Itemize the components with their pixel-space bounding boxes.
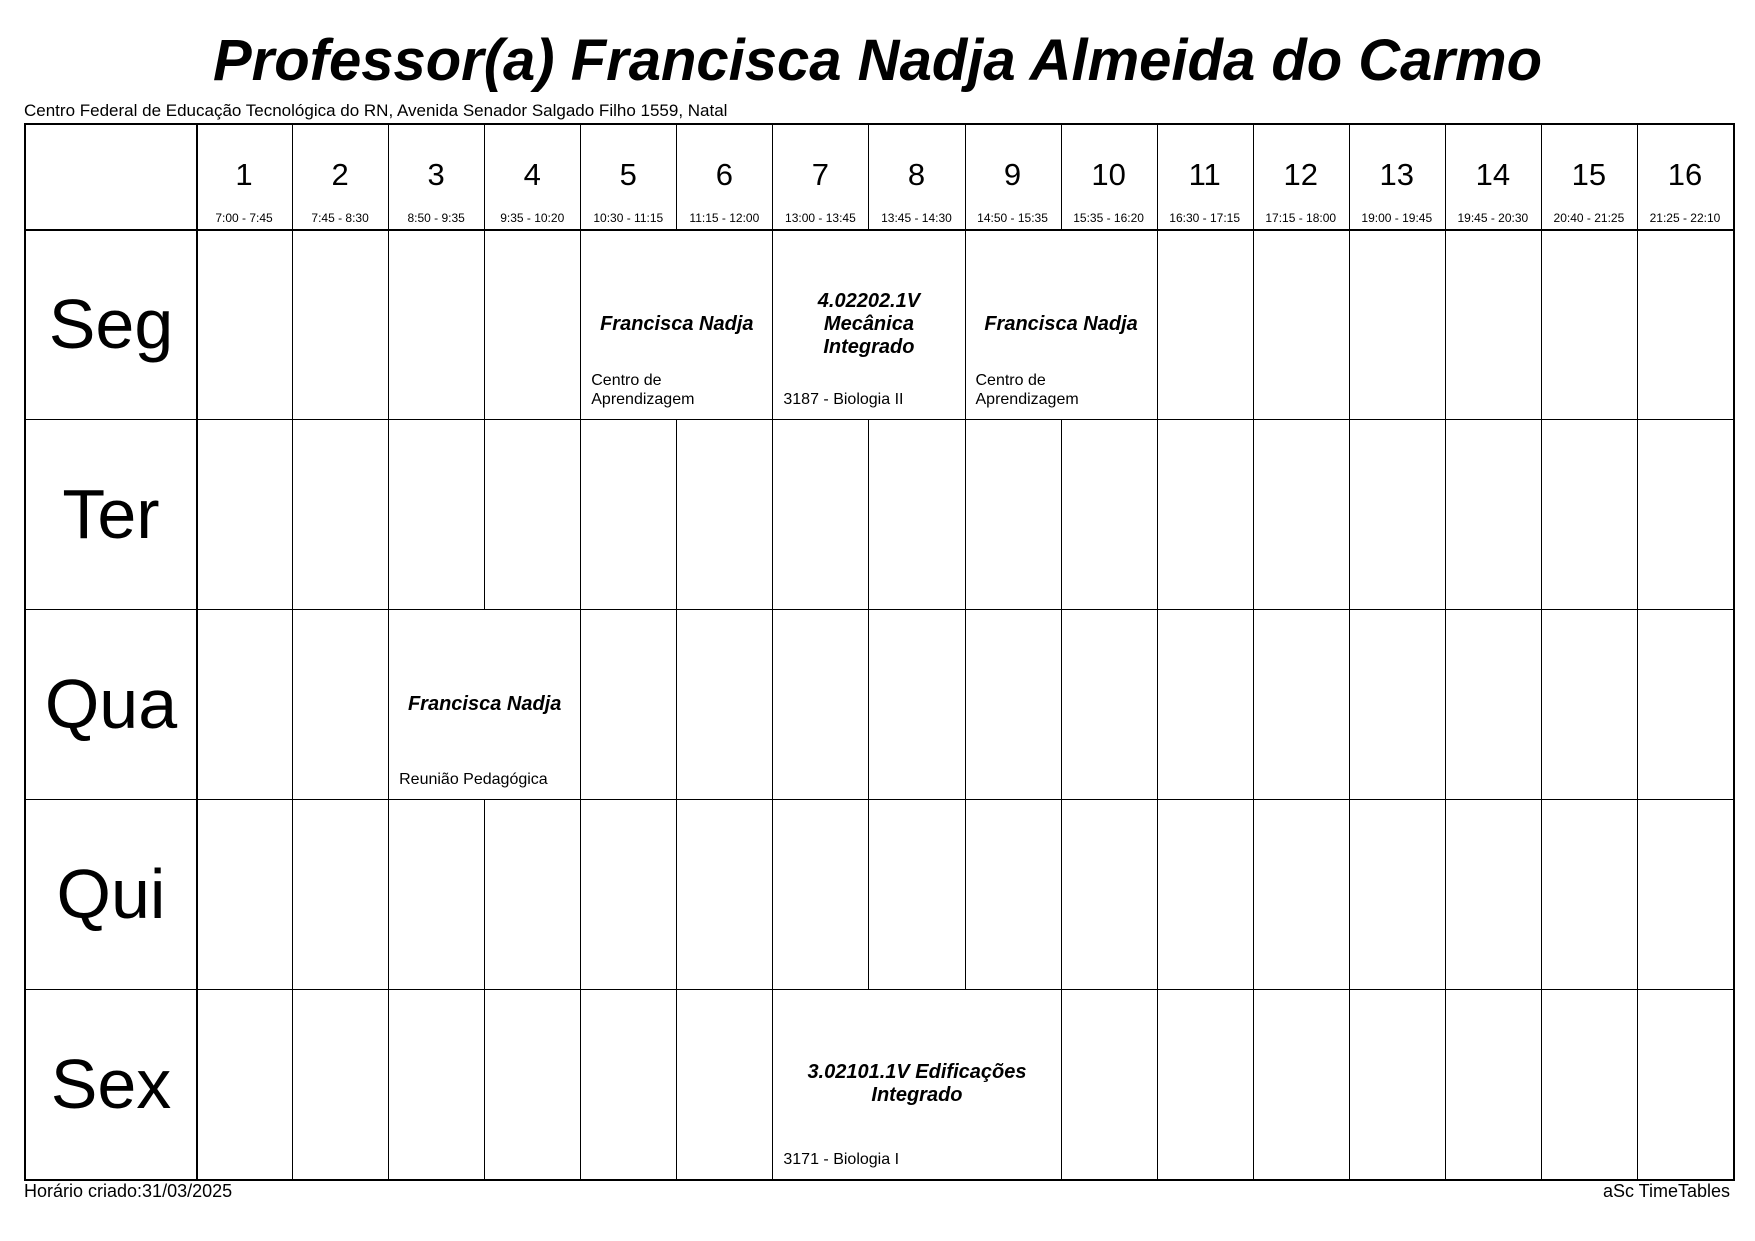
period-number: 2	[331, 157, 349, 192]
grid-line	[1541, 125, 1542, 1179]
grid-line	[196, 125, 198, 1179]
period-time: 8:50 - 9:35	[407, 211, 465, 225]
period-number: 5	[619, 157, 637, 192]
period-number: 8	[907, 157, 926, 192]
period-number: 3	[427, 157, 445, 192]
day-label-ter: Ter	[62, 475, 160, 553]
lesson-title: Francisca Nadja	[984, 313, 1138, 335]
day-label-sex: Sex	[50, 1045, 172, 1123]
period-time: 13:00 - 13:45	[785, 211, 856, 225]
lesson-title: 4.02202.1V Mecânica Integrado	[817, 290, 921, 358]
period-number: 7	[811, 157, 830, 192]
period-time: 10:30 - 11:15	[593, 211, 664, 225]
grid-line	[292, 125, 293, 1179]
period-time: 16:30 - 17:15	[1169, 211, 1241, 225]
period-time: 14:50 - 15:35	[977, 211, 1048, 225]
school-address: Centro Federal de Educação Tecnológica do RN, Avenida Senador Salgado Filho 1559, Natal	[24, 101, 728, 120]
period-number: 14	[1475, 157, 1511, 192]
lesson-card[interactable]	[966, 231, 1157, 419]
period-number: 1	[235, 157, 253, 192]
period-number: 6	[715, 157, 733, 192]
grid-line	[26, 609, 1733, 610]
period-time: 13:45 - 14:30	[881, 211, 952, 225]
grid-line	[1253, 125, 1254, 1179]
period-number: 10	[1091, 157, 1126, 192]
lesson-title: Francisca Nadja	[407, 692, 562, 715]
lesson-detail: 3187 - Biologia II	[783, 391, 904, 408]
lesson-title: 3.02101.1V Edificações Integrado	[807, 1061, 1027, 1106]
period-time: 21:25 - 22:10	[1649, 211, 1721, 225]
timetable-grid	[24, 123, 1735, 1181]
period-time: 19:00 - 19:45	[1361, 211, 1433, 225]
lesson-card[interactable]	[389, 610, 580, 799]
day-label-qua: Qua	[44, 665, 178, 743]
grid-line	[26, 419, 1733, 420]
period-number: 4	[523, 157, 541, 192]
period-time: 20:40 - 21:25	[1553, 211, 1625, 225]
period-time: 7:45 - 8:30	[311, 211, 369, 225]
grid-line	[1157, 125, 1158, 1179]
period-number: 9	[1003, 157, 1022, 192]
period-time: 7:00 - 7:45	[215, 211, 273, 225]
grid-line	[1637, 125, 1638, 1179]
grid-line	[26, 799, 1733, 800]
period-time: 11:15 - 12:00	[689, 211, 760, 225]
day-label-qui: Qui	[56, 855, 166, 933]
lesson-detail: Centro de Aprendizagem	[975, 372, 1079, 408]
period-time: 17:15 - 18:00	[1265, 211, 1337, 225]
grid-line	[1445, 125, 1446, 1179]
software-credit: aSc TimeTables	[1602, 1181, 1730, 1201]
created-date: Horário criado:31/03/2025	[24, 1181, 233, 1201]
day-label-seg: Seg	[48, 285, 174, 363]
period-number: 13	[1379, 157, 1415, 192]
period-time: 19:45 - 20:30	[1457, 211, 1529, 225]
lesson-detail: Reunião Pedagógica	[399, 771, 548, 788]
period-number: 16	[1667, 157, 1703, 192]
period-time: 15:35 - 16:20	[1073, 211, 1144, 225]
lesson-card[interactable]	[581, 231, 772, 419]
lesson-card[interactable]	[773, 990, 1060, 1179]
period-number: 12	[1283, 157, 1318, 192]
lesson-detail: Centro de Aprendizagem	[591, 372, 695, 408]
period-time: 9:35 - 10:20	[500, 211, 565, 225]
lesson-detail: 3171 - Biologia I	[783, 1151, 900, 1168]
page-title: Professor(a) Francisca Nadja Almeida do Carmo	[212, 28, 1543, 93]
lesson-title: Francisca Nadja	[600, 313, 754, 335]
period-number: 11	[1188, 157, 1221, 192]
period-number: 15	[1571, 157, 1607, 192]
grid-line	[1349, 125, 1350, 1179]
lesson-card[interactable]	[773, 231, 964, 419]
